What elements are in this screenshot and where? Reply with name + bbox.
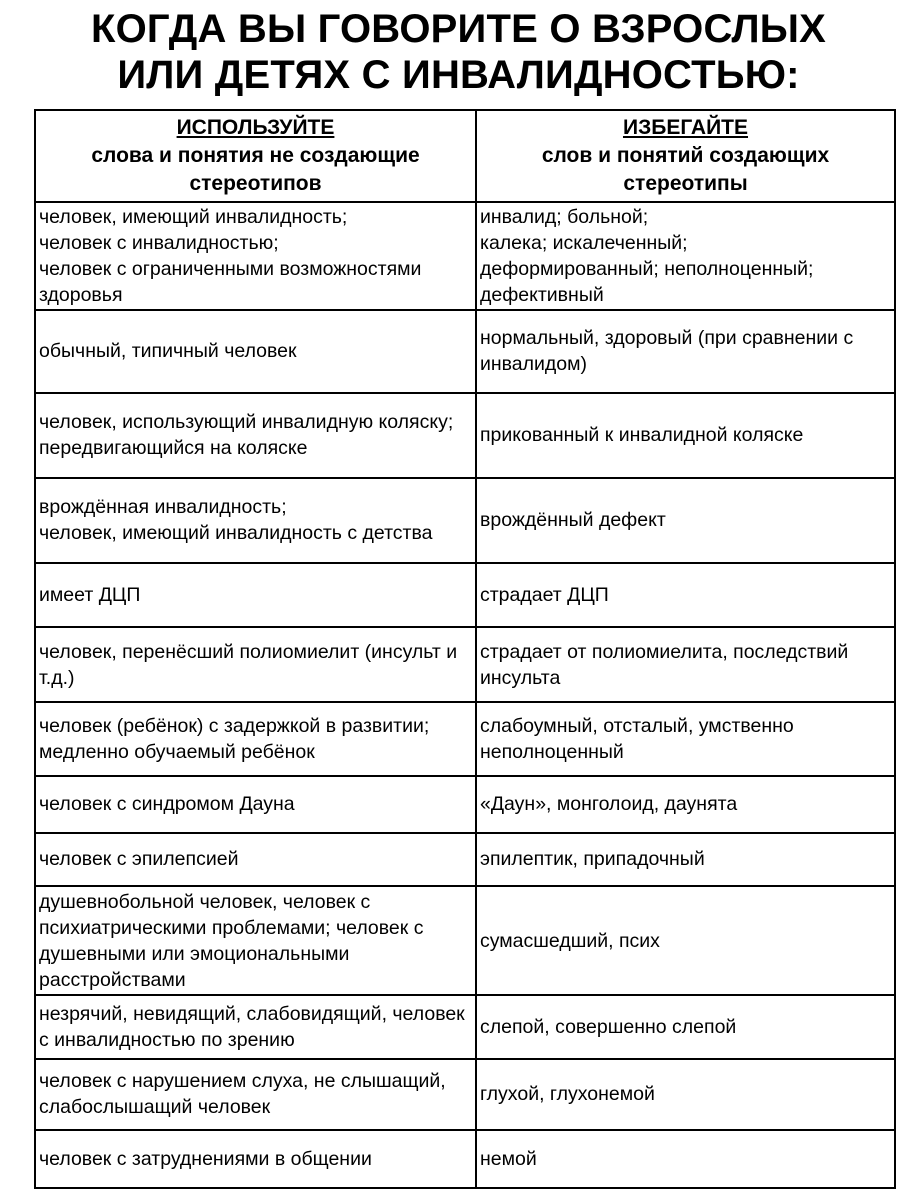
use-term-cell: человек с нарушением слуха, не слышащий, слабослышащий человек bbox=[35, 1059, 476, 1130]
table-row bbox=[35, 776, 895, 833]
use-term-cell: человек, перенёсший полиомиелит (инсульт и т.д.) bbox=[35, 627, 476, 702]
table-row bbox=[35, 995, 895, 1058]
use-term-cell: незрячий, невидящий, слабовидящий, человек с инвалидностью по зрению bbox=[35, 995, 476, 1058]
table-header-row bbox=[35, 110, 895, 202]
avoid-term-cell: инвалид; больной; калека; искалеченный; деформированный; неполноценный; дефективный bbox=[476, 202, 895, 310]
use-term-cell: врождённая инвалидность; человек, имеющий инвалидность с детства bbox=[35, 478, 476, 563]
use-term-cell: человек с затруднениями в общении bbox=[35, 1130, 476, 1188]
table-row bbox=[35, 627, 895, 702]
use-term-cell: человек (ребёнок) с задержкой в развитии; медленно обучаемый ребёнок bbox=[35, 702, 476, 775]
avoid-term-cell: слабоумный, отсталый, умственно неполноценный bbox=[476, 702, 895, 775]
use-column-subtitle-line-1: слова и понятия не создающие bbox=[91, 144, 420, 167]
avoid-term-cell: эпилептик, припадочный bbox=[476, 833, 895, 886]
avoid-term-cell: страдает от полиомиелита, последствий инсульта bbox=[476, 627, 895, 702]
use-column-heading: ИСПОЛЬЗУЙТЕ bbox=[176, 116, 335, 139]
avoid-term-cell: нормальный, здоровый (при сравнении с инвалидом) bbox=[476, 310, 895, 392]
use-term-cell: имеет ДЦП bbox=[35, 563, 476, 627]
terminology-table bbox=[34, 109, 896, 1189]
page-title-line-1: КОГДА ВЫ ГОВОРИТЕ О ВЗРОСЛЫХ bbox=[90, 7, 827, 51]
page-title-line-2: ИЛИ ДЕТЯХ С ИНВАЛИДНОСТЬЮ: bbox=[117, 53, 800, 97]
use-term-cell: человек с синдромом Дауна bbox=[35, 776, 476, 833]
use-column-subtitle-line-2: стереотипов bbox=[189, 172, 322, 195]
avoid-term-cell: слепой, совершенно слепой bbox=[476, 995, 895, 1058]
table-row bbox=[35, 886, 895, 995]
avoid-term-cell: глухой, глухонемой bbox=[476, 1059, 895, 1130]
table-row bbox=[35, 310, 895, 392]
use-term-cell: человек с эпилепсией bbox=[35, 833, 476, 886]
table-row bbox=[35, 202, 895, 310]
use-term-cell: человек, использующий инвалидную коляску; передвигающийся на коляске bbox=[35, 393, 476, 478]
table-row bbox=[35, 833, 895, 886]
avoid-column-subtitle-line-1: слов и понятий создающих bbox=[541, 144, 830, 167]
avoid-term-cell: немой bbox=[476, 1130, 895, 1188]
avoid-column-subtitle-line-2: стереотипы bbox=[623, 172, 748, 195]
avoid-term-cell: прикованный к инвалидной коляске bbox=[476, 393, 895, 478]
avoid-term-cell: сумасшедший, псих bbox=[476, 886, 895, 995]
table-row bbox=[35, 563, 895, 627]
table-row bbox=[35, 1130, 895, 1188]
use-term-cell: человек, имеющий инвалидность; человек с инвалидностью; человек с ограниченными возможностями здоровья bbox=[35, 202, 476, 310]
use-term-cell: обычный, типичный человек bbox=[35, 310, 476, 392]
table-row bbox=[35, 393, 895, 478]
table-row bbox=[35, 702, 895, 775]
page-title bbox=[0, 6, 917, 98]
avoid-term-cell: страдает ДЦП bbox=[476, 563, 895, 627]
use-term-cell: душевнобольной человек, человек с психиатрическими проблемами; человек с душевными или эмоциональными расстройствами bbox=[35, 886, 476, 995]
avoid-term-cell: «Даун», монголоид, даунята bbox=[476, 776, 895, 833]
avoid-term-cell: врождённый дефект bbox=[476, 478, 895, 563]
avoid-column-heading: ИЗБЕГАЙТЕ bbox=[622, 116, 749, 139]
table-row bbox=[35, 1059, 895, 1130]
avoid-column-header bbox=[476, 110, 895, 202]
use-column-header bbox=[35, 110, 476, 202]
table-row bbox=[35, 478, 895, 563]
